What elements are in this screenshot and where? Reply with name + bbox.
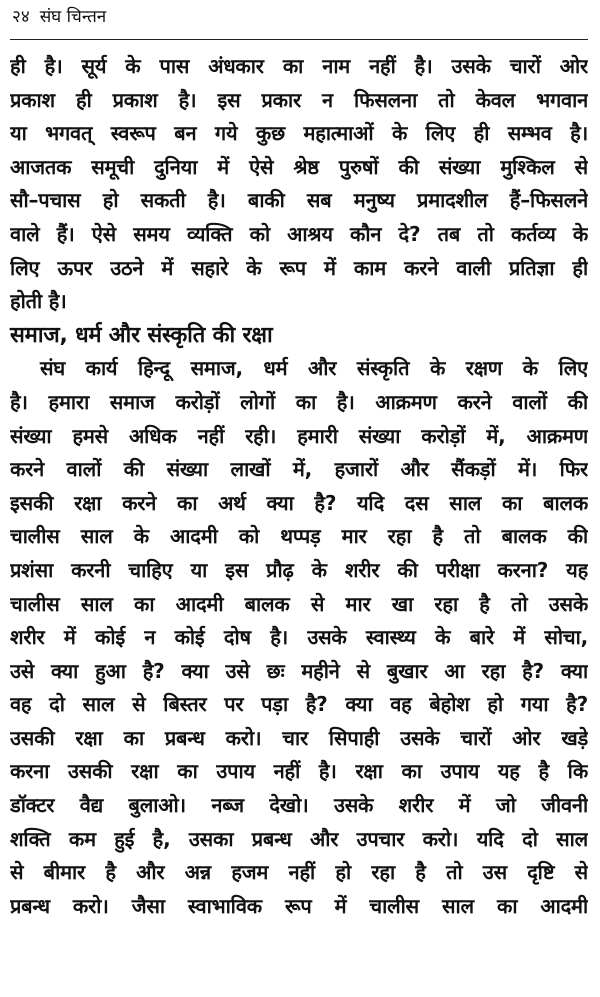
text-line: इसकी रक्षा करने का अर्थ क्या है? यदि दस साल का बालक [10,490,588,515]
text-line: उसे क्या हुआ है? क्या उसे छः महीने से बुखार आ रहा है? क्या [10,658,588,683]
text-line: आजतक समूची दुनिया में ऐसे श्रेष्ठ पुरुषों की संख्या मुश्किल से [10,154,588,179]
text-line: ही है। सूर्य के पास अंधकार का नाम नहीं है। उसके चारों ओर [10,54,588,78]
page-number: २४ [12,7,30,27]
text-line: चालीस साल के आदमी को थप्पड़ मार रहा है तो बालक की [10,524,588,549]
text-line: सौ–पचास हो सकती है। बाकी सब मनुष्य प्रमादशील हैं–फिसलने [10,188,588,213]
book-title: संघ चिन्तन [39,7,107,27]
text-line: प्रशंसा करनी चाहिए या इस प्रौढ़ के शरीर की परीक्षा करना? यह [10,557,588,582]
text-line: करने वालों की संख्या लाखों में, हजारों और सैंकड़ों में। फिर [10,457,588,482]
text-line: संघ कार्य हिन्दू समाज, धर्म और संस्कृति के रक्षण के लिए [40,356,588,381]
text-line: उसकी रक्षा का प्रबन्ध करो। चार सिपाही उसके चारों ओर खड़े [10,725,588,750]
text-line: डॉक्टर वैद्य बुलाओ। नब्ज देखो। उसके शरीर में जो जीवनी [10,793,588,818]
text-line: या भगवत् स्वरूप बन गये कुछ महात्माओं के लिए ही सम्भव है। [10,121,588,146]
text-line: वह दो साल से बिस्तर पर पड़ा है? क्या वह बेहोश हो गया है? [10,692,588,717]
running-head [10,0,588,40]
text-line: संख्या हमसे अधिक नहीं रही। हमारी संख्या करोड़ों में, आक्रमण [10,423,588,448]
text-line: शक्ति कम हुई है, उसका प्रबन्ध और उपचार करो। यदि दो साल [10,826,588,851]
text-line: से बीमार है और अन्न हजम नहीं हो रहा है तो उस दृष्टि से [10,860,588,885]
text-line: प्रबन्ध करो। जैसा स्वाभाविक रूप में चालीस साल का आदमी [10,893,588,918]
section-heading: समाज, धर्म और संस्कृति की रक्षा [10,322,273,348]
text-line: वाले हैं। ऐसे समय व्यक्ति को आश्रय कौन दे? तब तो कर्तव्य के [10,221,588,246]
body-text [10,50,588,923]
text-line: प्रकाश ही प्रकाश है। इस प्रकार न फिसलना तो केवल भगवान [10,87,588,112]
text-line: होती है। [10,289,67,314]
text-line: लिए ऊपर उठने में सहारे के रूप में काम करने वाली प्रतिज्ञा ही [10,255,588,280]
text-line: करना उसकी रक्षा का उपाय नहीं है। रक्षा का उपाय यह है कि [10,759,588,784]
text-line: है। हमारा समाज करोड़ों लोगों का है। आक्रमण करने वालों की [10,389,588,414]
text-line: शरीर में कोई न कोई दोष है। उसके स्वास्थ्य के बारे में सोचा, [10,625,588,650]
text-line: चालीस साल का आदमी बालक से मार खा रहा है तो उसके [10,591,588,616]
